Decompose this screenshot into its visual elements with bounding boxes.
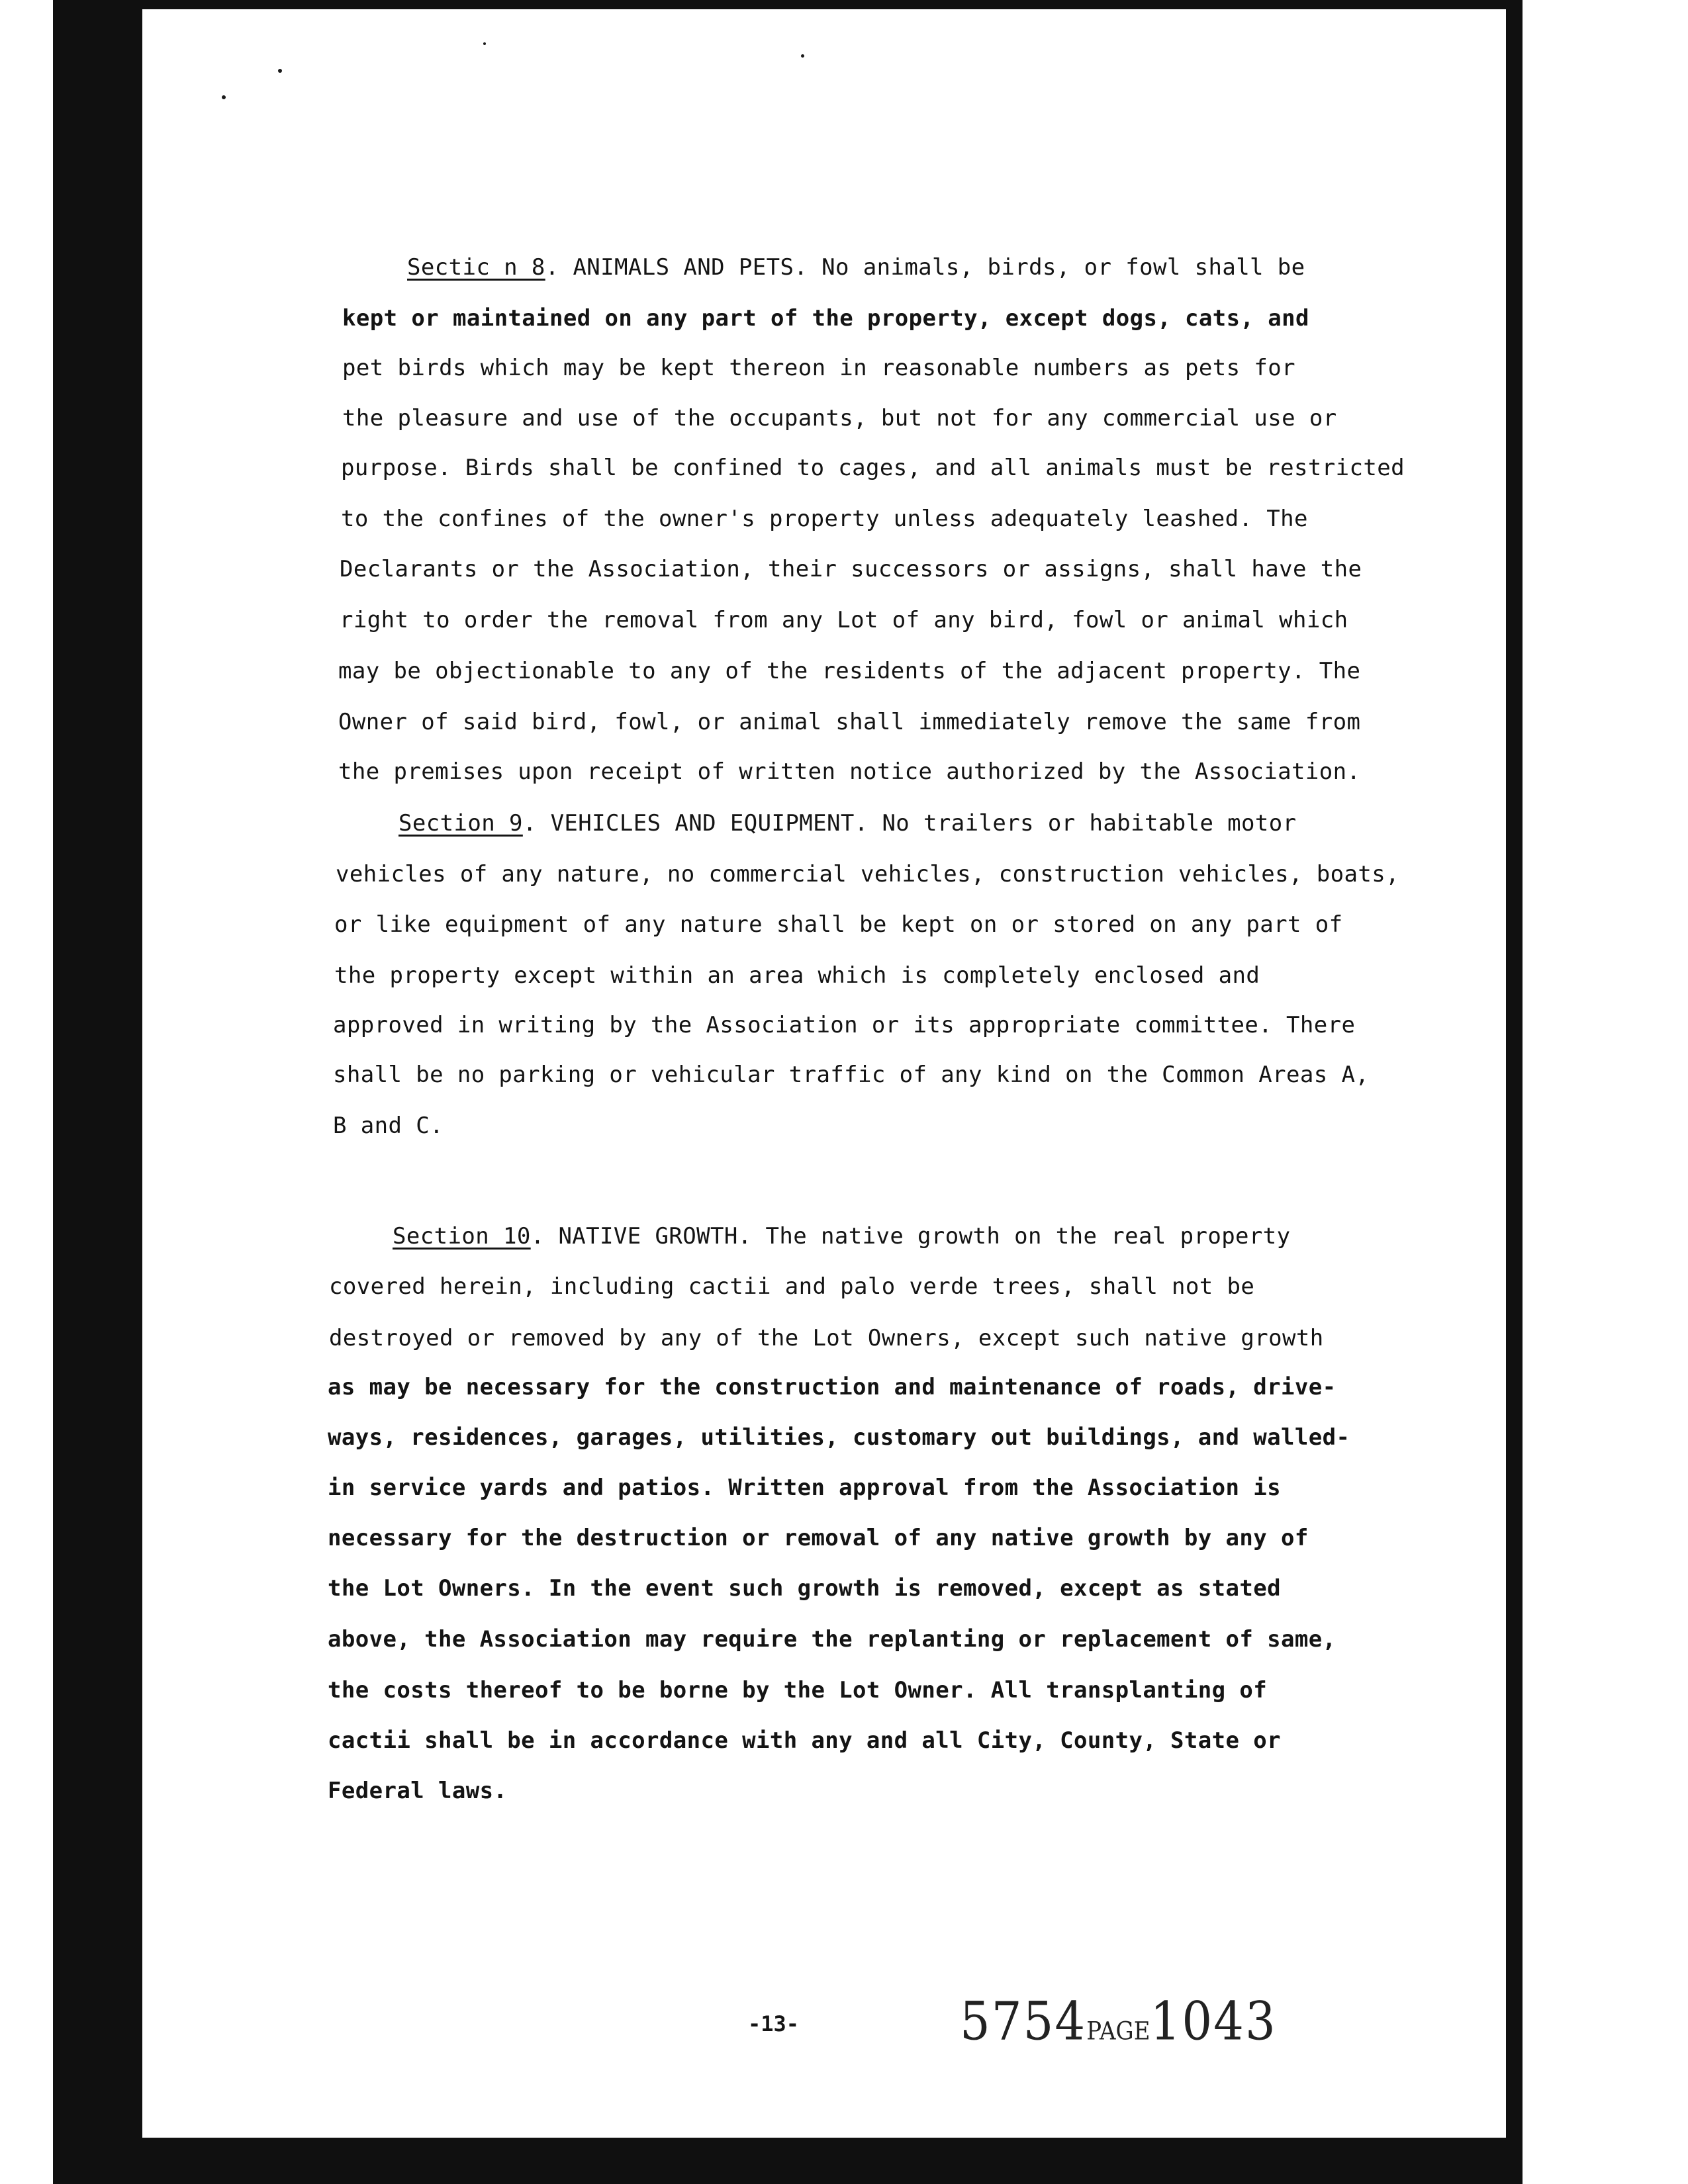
- section-8-line: the premises upon receipt of written notice authorized by the Association.: [338, 758, 1361, 785]
- scan-speck: [278, 69, 282, 73]
- section-10-line: covered herein, including cactii and palo verde trees, shall not be: [329, 1273, 1255, 1300]
- section-10-line: above, the Association may require the replanting or replacement of same,: [328, 1626, 1336, 1653]
- scan-border-left: [53, 0, 152, 2184]
- section-8-heading: Sectic n 8: [407, 254, 545, 281]
- section-10-line: [393, 1223, 1291, 1250]
- section-8-text: . ANIMALS AND PETS. No animals, birds, or fowl shall be: [545, 254, 1305, 281]
- section-8-line: may be objectionable to any of the residents of the adjacent property. The: [338, 658, 1361, 684]
- scan-speck: [801, 54, 804, 58]
- section-8-line: the pleasure and use of the occupants, but not for any commercial use or: [342, 405, 1337, 432]
- section-9-line: [399, 810, 1297, 837]
- document-page: [142, 9, 1506, 2138]
- scan-border-bottom: [53, 2138, 1523, 2184]
- section-8-line: Owner of said bird, fowl, or animal shall immediately remove the same from: [338, 709, 1361, 735]
- section-10-line: the Lot Owners. In the event such growth is removed, except as stated: [328, 1575, 1282, 1602]
- section-9-line: the property except within an area which is completely enclosed and: [334, 962, 1260, 989]
- section-10-line: as may be necessary for the construction and maintenance of roads, drive-: [328, 1374, 1336, 1400]
- section-9-text: . VEHICLES AND EQUIPMENT. No trailers or habitable motor: [522, 810, 1297, 837]
- page-number: -13-: [748, 2011, 800, 2036]
- scan-speck: [222, 95, 226, 99]
- record-page-label: PAGE: [1086, 2017, 1150, 2046]
- section-8-line: to the confines of the owner's property unless adequately leashed. The: [341, 506, 1308, 532]
- section-8-line: purpose. Birds shall be confined to cages, and all animals must be restricted: [341, 455, 1405, 481]
- section-9-line: shall be no parking or vehicular traffic of any kind on the Common Areas A,: [333, 1062, 1370, 1088]
- section-8-line: kept or maintained on any part of the property, except dogs, cats, and: [342, 305, 1309, 332]
- section-10-line: Federal laws.: [328, 1778, 508, 1804]
- section-9-line: or like equipment of any nature shall be kept on or stored on any part of: [334, 911, 1343, 938]
- section-9-line: B and C.: [333, 1113, 444, 1139]
- section-10-line: cactii shall be in accordance with any and all City, County, State or: [328, 1727, 1282, 1754]
- section-10-line: destroyed or removed by any of the Lot Owners, except such native growth: [329, 1325, 1324, 1351]
- section-10-text: . NATIVE GROWTH. The native growth on the real property: [530, 1223, 1291, 1250]
- section-9-heading: Section 9: [399, 810, 523, 837]
- section-9-line: approved in writing by the Association or its appropriate committee. There: [333, 1012, 1356, 1038]
- section-10-line: ways, residences, garages, utilities, customary out buildings, and walled-: [328, 1424, 1350, 1451]
- scan-margin-right: [1523, 0, 1688, 2184]
- scan-margin-left: [0, 0, 53, 2184]
- record-page-number: 1043: [1150, 1990, 1277, 2052]
- record-stamp: [960, 1991, 1277, 2052]
- section-10-heading: Section 10: [393, 1223, 531, 1250]
- section-10-line: necessary for the destruction or removal of any native growth by any of: [328, 1525, 1309, 1551]
- scan-speck: [483, 42, 486, 45]
- section-8-line: Declarants or the Association, their successors or assigns, shall have the: [340, 556, 1362, 582]
- section-10-line: the costs thereof to be borne by the Lot Owner. All transplanting of: [328, 1677, 1268, 1704]
- scan-border-top: [53, 0, 1523, 9]
- record-book-number: 5754: [960, 1990, 1087, 2052]
- section-8-line: [407, 254, 1305, 281]
- section-8-line: right to order the removal from any Lot of any bird, fowl or animal which: [340, 607, 1348, 633]
- section-10-line: in service yards and patios. Written approval from the Association is: [328, 1475, 1282, 1501]
- section-9-line: vehicles of any nature, no commercial vehicles, construction vehicles, boats,: [336, 861, 1399, 887]
- section-8-line: pet birds which may be kept thereon in reasonable numbers as pets for: [342, 355, 1296, 381]
